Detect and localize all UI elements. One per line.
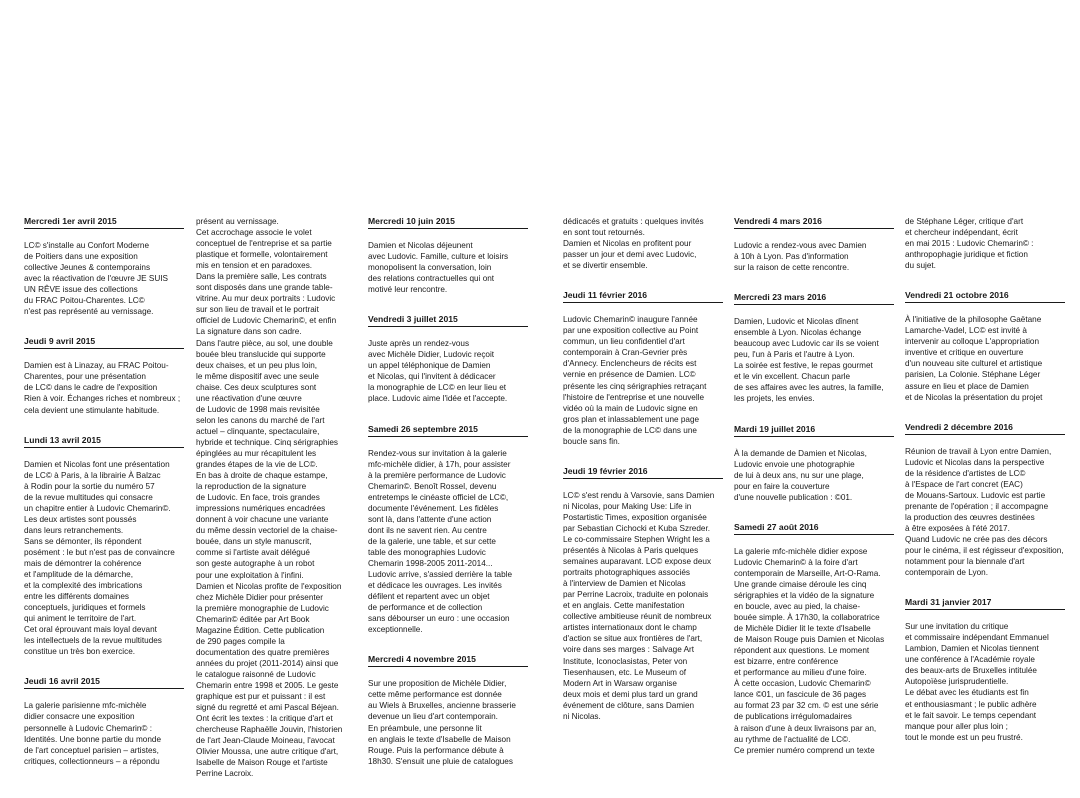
entry-text-line: En bas à droite de chaque estampe, — [196, 471, 328, 481]
entry-text-line: Sur une invitation du critique — [905, 622, 1009, 632]
entry-text-line: Le débat avec les étudiants est fin — [905, 688, 1029, 698]
entry-text-line: actuel – clinquante, spectaculaire, — [196, 426, 320, 436]
entry-text-line: Ludovic a rendez-vous avec Damien — [734, 241, 867, 250]
entry-text-line: de Maison Rouge puis Damien et Nicolas — [734, 635, 885, 645]
entry-text-line: vernie en présence de Damien. LC© — [563, 370, 696, 380]
entry-text-line: à l'Espace de l'art concret (EAC) — [905, 479, 1023, 489]
entry-text-line: à 10h à Lyon. Pas d'information — [734, 252, 849, 262]
entry-date-heading: Mercredi 4 novembre 2015 — [368, 654, 528, 667]
entry-text-line: et Nicolas, qui l'invitent à dédicacer — [368, 372, 496, 382]
entry-text-line: tout le monde est un peu frustré. — [905, 732, 1023, 742]
entry-text-line: sérigraphies et la vidéo de la signature — [734, 590, 875, 600]
entry-text-line: Dans l'autre pièce, au sol, une double — [196, 338, 333, 348]
entry-date-heading: Jeudi 16 avril 2015 — [24, 676, 184, 689]
chronology-entry — [368, 654, 528, 766]
entry-text-line: à la première performance de Ludovic — [368, 470, 506, 480]
entry-text-line: la monographie de LC© en leur lieu et — [368, 383, 507, 393]
entry-text-line: hybride et technique. Cinq sérigraphies — [196, 437, 339, 447]
entry-text-line: avec Michèle Didier, Ludovic reçoit — [368, 350, 495, 360]
entry-text-line: de Mouans-Sartoux. Ludovic est partie — [905, 490, 1046, 500]
entry-text-line: Ludovic Chemarin© inaugure l'année — [563, 315, 698, 325]
entry-text-line: constitue un très bon exercice. — [24, 647, 136, 657]
chronology-entry — [905, 216, 1065, 271]
chronology-entry — [734, 292, 894, 404]
entry-text-line: LC© s'installe au Confort Moderne — [24, 241, 150, 250]
entry-text-line: anthropophagie juridique et fiction — [905, 250, 1028, 260]
entry-text-line: exceptionnelle. — [368, 625, 423, 635]
entry-date-heading: Vendredi 4 mars 2016 — [734, 216, 894, 229]
entry-text-line: Ludovic arrive, s'assied derrière la table — [368, 570, 513, 580]
entry-text-line: grandes étapes de la vie de LC©. — [196, 460, 318, 470]
entry-text-line: Cet accrochage associe le volet — [196, 228, 312, 238]
entry-text-line: contemporain à Cran-Gevrier près — [563, 348, 688, 358]
entry-text-line: bouée, dans un style manuscrit, — [196, 537, 312, 547]
entry-text-line: de LC© à Paris, à la librairie À Balzac — [24, 470, 161, 480]
entry-text-line: le catalogue raisonné de Ludovic — [196, 669, 316, 679]
entry-text-line: documente l'événement. Les fidèles — [368, 503, 499, 513]
entry-text-line: graphique est pur et puissant : il est — [196, 692, 326, 702]
entry-text-line: assure en lieu et place de Damien — [905, 381, 1029, 391]
entry-text-line: et chercheur indépendant, écrit — [905, 228, 1018, 238]
entry-text-line: boucle sans fin. — [563, 436, 620, 446]
entry-date-heading: Mercredi 1er avril 2015 — [24, 216, 184, 229]
chronology-entry — [563, 216, 723, 271]
entry-text-line: est bizarre, entre conférence — [734, 657, 839, 667]
entry-date-heading: Samedi 26 septembre 2015 — [368, 424, 528, 437]
entry-text-line: le même dispositif avec une seule — [196, 371, 319, 381]
entry-text-line: et performance au milieu d'une foire. — [734, 668, 867, 678]
entry-text-line: et de Nicolas la présentation du projet — [905, 392, 1043, 402]
entry-text-line: ensemble à Lyon. Nicolas échange — [734, 328, 862, 338]
entry-text-line: Rendez-vous sur invitation à la galerie — [368, 448, 507, 458]
entry-text-line: Ludovic envoie une photographie — [734, 459, 855, 469]
entry-text-line: les projets, les envies. — [734, 394, 815, 404]
entry-text-line: par une exposition collective au Point — [563, 326, 699, 336]
entry-text-line: collective Jeunes & contemporains — [24, 263, 151, 273]
entry-text-line: Quand Ludovic ne crée pas des décors — [905, 534, 1048, 544]
entry-text-line: personnelle à Ludovic Chemarin© : — [24, 723, 153, 733]
entry-text-line: et se divertir ensemble. — [563, 261, 648, 271]
entry-text-line: La signature dans son cadre. — [196, 327, 302, 337]
entry-text-line: sans débourser un euro : une occasion — [368, 614, 510, 624]
entry-date-heading: Mardi 19 juillet 2016 — [734, 424, 894, 437]
entry-text-line: Magazine Édition. Cette publication — [196, 625, 325, 635]
entry-date-heading: Mercredi 10 juin 2015 — [368, 216, 528, 229]
entry-text-line: intervenir au colloque L'appropriation — [905, 337, 1040, 347]
entry-text-line: sont disposés dans une grande table- — [196, 283, 333, 293]
entry-text-line: prenante de l'opération ; il accompagne — [905, 501, 1049, 511]
entry-text-line: Lamarche-Vadel, LC© est invité à — [905, 326, 1027, 336]
entry-text-line: La soirée est festive, le repas gourmet — [734, 361, 873, 371]
entry-text-line: Lambion, Damien et Nicolas tiennent — [905, 644, 1039, 654]
entry-text-line: en mai 2015 : Ludovic Chemarin© : — [905, 239, 1034, 249]
entry-text-line: cela devient une stimulante habitude. — [24, 405, 160, 415]
entry-text-line: Charentes, pour une présentation — [24, 372, 146, 382]
entry-text-line: et l'amplitude de la démarche, — [24, 570, 133, 580]
entry-text-line: À l'initiative de la philosophe Gaëtane — [905, 315, 1042, 325]
entry-text-line: mis en tension et en paradoxes. — [196, 261, 313, 271]
chronology-entry — [368, 216, 528, 295]
entry-text-line: répondent aux questions. Le moment — [734, 646, 870, 656]
entry-text-line: Autopoïèse jurisprudentielle. — [905, 677, 1009, 687]
entry-text-line: d'action se situe aux frontières de l'art, — [563, 634, 703, 644]
entry-text-line: Modern Art in Warsaw organise — [563, 678, 677, 688]
entry-text-line: de Michèle Didier lit le texte d'Isabelle — [734, 624, 871, 634]
entry-text-line: Damien est à Linazay, au FRAC Poitou- — [24, 361, 169, 371]
entry-text-line: bouée simple. À 17h30, la collaboratrice — [734, 613, 880, 623]
entry-text-line: dédicacés et gratuits : quelques invités — [563, 217, 704, 226]
entry-text-line: et enthousiasmant ; le public adhère — [905, 699, 1037, 709]
entry-text-line: artistes internationaux dont le champ — [563, 623, 697, 633]
entry-text-line: et dédicace les ouvrages. Les invités — [368, 581, 502, 591]
chronology-entry — [24, 676, 184, 766]
entry-date-heading: Lundi 13 avril 2015 — [24, 435, 184, 448]
entry-text-line: Dans la première salle, Les contrats — [196, 272, 327, 282]
entry-text-line: avec Ludovic. Famille, culture et loisirs — [368, 252, 509, 262]
entry-date-heading: Vendredi 3 juillet 2015 — [368, 314, 528, 327]
column-6 — [905, 216, 1065, 762]
entry-text-line: de lui à deux ans, nu sur une plage, — [734, 470, 864, 480]
entry-text-line: officiel de Ludovic Chemarin©, et enfin — [196, 316, 337, 326]
entry-text-line: un appel téléphonique de Damien — [368, 361, 491, 371]
entry-text-line: de Stéphane Léger, critique d'art — [905, 217, 1024, 226]
entry-text-line: didier consacre une exposition — [24, 712, 135, 722]
entry-text-line: conceptuels, juridiques et formels — [24, 603, 146, 613]
entry-text-line: n'est pas représenté au vernissage. — [24, 307, 154, 317]
entry-text-line: et le vin excellent. Chacun parle — [734, 372, 851, 382]
entry-text-line: gros plan et inlassablement une page — [563, 414, 700, 424]
entry-text-line: d'un nouveau site culturel et artistique — [905, 359, 1043, 369]
entry-text-line: de LC© dans le cadre de l'exposition — [24, 383, 158, 393]
entry-text-line: En préambule, une personne lit — [368, 723, 482, 733]
column-4 — [563, 216, 723, 741]
entry-text-line: Tiesenhausen, etc. Le Museum of — [563, 667, 687, 677]
entry-text-line: années du projet (2011-2014) ainsi que — [196, 658, 339, 668]
entry-date-heading: Vendredi 21 octobre 2016 — [905, 290, 1065, 303]
entry-text-line: au format 23 par 32 cm. © est une série — [734, 701, 879, 711]
entry-text-line: ni Nicolas, pour Making Use: Life in — [563, 501, 692, 511]
entry-text-line: à l'interview de Damien et Nicolas — [563, 579, 686, 589]
entry-text-line: Postartistic Times, exposition organisée — [563, 512, 707, 522]
entry-text-line: selon les canons du marché de l'art — [196, 415, 325, 425]
entry-text-line: à Rodin pour la sortie du numéro 57 — [24, 481, 155, 491]
entry-text-line: épinglées au mur récapitulent les — [196, 448, 317, 458]
entry-text-line: Chemarin entre 1998 et 2005. Le geste — [196, 680, 339, 690]
entry-text-line: voire dans ses marges : Salvage Art — [563, 645, 695, 655]
entry-text-line: sur son lieu de travail et le portrait — [196, 305, 319, 315]
entry-text-line: Ludovic Chemarin© à la foire d'art — [734, 557, 858, 567]
entry-date-heading: Jeudi 9 avril 2015 — [24, 336, 184, 349]
entry-text-line: chez Michèle Didier pour présenter — [196, 592, 323, 602]
entry-text-line: les intellectuels de la revue multitudes — [24, 636, 162, 646]
entry-text-line: du sujet. — [905, 261, 936, 271]
chronology-entry — [563, 466, 723, 722]
entry-date-heading: Vendredi 2 décembre 2016 — [905, 422, 1065, 435]
entry-text-line: À la demande de Damien et Nicolas, — [734, 448, 867, 458]
entry-text-line: semaines auparavant. LC© expose deux — [563, 557, 712, 567]
entry-text-line: Chemarin©. Benoît Rossel, devenu — [368, 481, 497, 491]
entry-text-line: posément : le but n'est pas de convaincre — [24, 547, 175, 557]
entry-text-line: vitrine. Au mur deux portraits : Ludovic — [196, 294, 336, 304]
entry-text-line: un chapitre entier à Ludovic Chemarin©. — [24, 503, 171, 513]
entry-text-line: de l'art conceptuel parisien – artistes, — [24, 745, 159, 755]
entry-date-heading: Samedi 27 août 2016 — [734, 522, 894, 535]
entry-text-line: à raison d'une à deux livraisons par an, — [734, 723, 877, 733]
entry-text-line: Institute, Iconoclasistas, Peter von — [563, 656, 688, 666]
entry-text-line: des relations contractuelles qui ont — [368, 274, 495, 284]
chronology-entry — [24, 336, 184, 415]
entry-text-line: de ses affaires avec les autres, la famille, — [734, 383, 884, 393]
entry-text-line: en anglais le texte d'Isabelle de Maison — [368, 734, 511, 744]
entry-text-line: de la résidence d'artistes de LC© — [905, 468, 1026, 478]
entry-text-line: mfc-michèle didier, à 17h, pour assister — [368, 459, 511, 469]
entry-text-line: la première monographie de Ludovic — [196, 603, 329, 613]
entry-text-line: de la revue multitudes qui consacre — [24, 492, 153, 502]
entry-text-line: conceptuel de l'entreprise et sa partie — [196, 239, 332, 249]
entry-text-line: pour une exploitation à l'infini. — [196, 570, 304, 580]
entry-text-line: du FRAC Poitou-Charentes. LC© — [24, 296, 145, 306]
entry-date-heading: Mardi 31 janvier 2017 — [905, 597, 1065, 610]
entry-text-line: défilent et repartent avec un objet — [368, 592, 490, 602]
entry-text-line: présentés à Nicolas à Paris quelques — [563, 546, 699, 556]
entry-text-line: Sans se démonter, ils répondent — [24, 536, 142, 546]
entry-text-line: la reproduction de la signature — [196, 482, 307, 492]
entry-text-line: en boucle, avec au pied, la chaise- — [734, 601, 861, 611]
entry-text-line: mais de démontrer la cohérence — [24, 558, 142, 568]
entry-text-line: Juste après un rendez-vous — [368, 339, 470, 349]
entry-text-line: À cette occasion, Ludovic Chemarin© — [734, 679, 871, 689]
chronology-entry — [24, 216, 184, 317]
entry-text-line: de la monographie de LC© dans une — [563, 425, 697, 435]
entry-text-line: Chemarin© éditée par Art Book — [196, 614, 310, 624]
entry-text-line: qui animent le territoire de l'art. — [24, 614, 137, 624]
entry-text-line: dans leurs retranchements. — [24, 525, 124, 535]
entry-text-line: lance ©01, un fascicule de 36 pages — [734, 690, 867, 700]
entry-text-line: de Poitiers dans une exposition — [24, 252, 138, 262]
entry-text-line: à être exposées à l'été 2017. — [905, 523, 1010, 533]
entry-text-line: en sont tout retournés. — [563, 228, 645, 238]
entry-text-line: parisien, La Colonie. Stéphane Léger — [905, 370, 1041, 380]
entry-text-line: entre les différents domaines — [24, 592, 129, 602]
entry-text-line: plastique et formelle, volontairement — [196, 250, 328, 260]
entry-text-line: Perrine Lacroix. — [196, 769, 254, 779]
entry-text-line: Rouge. Puis la performance débute à — [368, 745, 504, 755]
chronology-entry — [905, 422, 1065, 579]
entry-text-line: portraits photographiques associés — [563, 568, 690, 578]
entry-date-heading: Mercredi 23 mars 2016 — [734, 292, 894, 305]
entry-text-line: Isabelle de Maison Rouge et l'artiste — [196, 758, 328, 768]
entry-text-line: Le co-commissaire Stephen Wright les a — [563, 534, 710, 544]
entry-text-line: de Ludovic. En face, trois grandes — [196, 493, 320, 503]
entry-text-line: sur la raison de cette rencontre. — [734, 263, 850, 273]
entry-text-line: et en anglais. Cette manifestation — [563, 601, 685, 611]
entry-text-line: de performance et de collection — [368, 603, 483, 613]
entry-text-line: des beaux-arts de Bruxelles intitulée — [905, 666, 1037, 676]
entry-text-line: la production des œuvres destinées — [905, 512, 1035, 522]
entry-text-line: Damien et Nicolas en profitent pour — [563, 239, 692, 249]
entry-text-line: de 290 pages compile la — [196, 636, 285, 646]
entry-text-line: Une grande cimaise déroule les cinq — [734, 579, 867, 589]
entry-text-line: passer un jour et demi avec Ludovic, — [563, 250, 697, 260]
entry-text-line: par Perrine Lacroix, traduite en polonais — [563, 590, 709, 600]
chronology-entry — [905, 290, 1065, 402]
entry-text-line: inventive et critique en ouverture — [905, 348, 1024, 358]
entry-text-line: Damien et Nicolas profite de l'exposition — [196, 581, 342, 591]
entry-text-line: Ont écrit les textes : la critique d'art et — [196, 714, 333, 724]
entry-text-line: bouée bleu translucide qui supporte — [196, 349, 326, 359]
entry-text-line: dont ils ne savent rien. Au centre — [368, 525, 487, 535]
entry-text-line: signé du regretté et ami Pascal Béjean. — [196, 703, 339, 713]
column-3 — [368, 216, 528, 786]
entry-text-line: pour en faire la couverture — [734, 481, 830, 491]
entry-text-line: Damien et Nicolas déjeunent — [368, 241, 473, 250]
entry-text-line: d'Annecy. Enclencheurs de récits est — [563, 359, 697, 369]
chronology-entry — [905, 597, 1065, 743]
entry-text-line: documentation des quatre premières — [196, 647, 330, 657]
entry-text-line: 18h30. S'ensuit une pluie de catalogues — [368, 756, 513, 766]
entry-text-line: Damien, Ludovic et Nicolas dînent — [734, 317, 859, 327]
entry-text-line: au Wiels à Bruxelles, ancienne brasserie — [368, 701, 516, 711]
entry-text-line: Identités. Une bonne partie du monde — [24, 734, 162, 744]
chronology-entry — [368, 314, 528, 404]
entry-text-line: collective ambitieuse réunit de nombreux — [563, 612, 712, 622]
entry-text-line: impressions numériques encadrées — [196, 504, 326, 514]
entry-text-line: La galerie parisienne mfc-michèle — [24, 701, 147, 711]
entry-text-line: Damien et Nicolas font une présentation — [24, 459, 170, 469]
entry-text-line: deux chaises, et un peu plus loin, — [196, 360, 318, 370]
entry-text-line: de la galerie, une table, et sur cette — [368, 536, 496, 546]
entry-text-line: contemporain de Lyon. — [905, 568, 988, 578]
entry-text-line: Sur une proposition de Michèle Didier, — [368, 679, 507, 689]
entry-text-line: contemporain de Marseille, Art-O-Rama. — [734, 568, 881, 578]
chronology-entry — [368, 424, 528, 636]
entry-text-line: manque pour aller plus loin ; — [905, 721, 1008, 731]
entry-text-line: motivé leur rencontre. — [368, 285, 448, 295]
entry-text-line: par Sebastian Cichocki et Kuba Szreder. — [563, 523, 711, 533]
entry-text-line: de l'art Jean-Claude Moineau, l'avocat — [196, 736, 335, 746]
entry-text-line: vidéo où la main de Ludovic signe en — [563, 403, 698, 413]
column-1 — [24, 216, 184, 786]
entry-text-line: comme si l'artiste avait délégué — [196, 548, 310, 558]
chronology-entry — [563, 290, 723, 447]
entry-text-line: au rythme de l'actualité de LC©. — [734, 734, 851, 744]
entry-text-line: UN RÊVE issue des collections — [24, 285, 138, 295]
entry-text-line: et commissaire indépendant Emmanuel — [905, 633, 1049, 643]
entry-text-line: l'histoire de l'entreprise et une nouvelle — [563, 392, 705, 402]
entry-date-heading: Jeudi 19 février 2016 — [563, 466, 723, 479]
entry-text-line: Olivier Moussa, une autre critique d'art, — [196, 747, 339, 757]
entry-text-line: son geste autographe à un robot — [196, 559, 315, 569]
entry-text-line: chaise. Ces deux sculptures sont — [196, 382, 317, 392]
entry-text-line: chercheuse Raphaëlle Jouvin, l'historien — [196, 725, 343, 735]
entry-text-line: notamment pour la biennale d'art — [905, 557, 1025, 567]
entry-text-line: du même dessin vectoriel de la chaise- — [196, 526, 338, 536]
column-5 — [734, 216, 894, 775]
entry-text-line: Ludovic et Nicolas dans la perspective — [905, 457, 1045, 467]
entry-text-line: présente les cinq sérigraphies retraçant — [563, 381, 707, 391]
entry-text-line: Chemarin 1998-2005 2011-2014... — [368, 558, 493, 568]
entry-text-line: entretemps le cinéaste officiel de LC©, — [368, 492, 509, 502]
entry-text-line: LC© s'est rendu à Varsovie, sans Damien — [563, 490, 715, 500]
entry-text-line: Ce premier numéro comprend un texte — [734, 745, 875, 755]
entry-text-line: table des monographies Ludovic — [368, 547, 486, 557]
chronology-entry — [734, 424, 894, 503]
entry-text-line: et le fait savoir. Le temps cependant — [905, 710, 1037, 720]
entry-text-line: cette même performance est donnée — [368, 690, 502, 700]
entry-text-line: donnent à voir chacune une variante — [196, 515, 329, 525]
entry-text-line: La galerie mfc-michèle didier expose — [734, 546, 868, 556]
entry-text-line: Rien à voir. Échanges riches et nombreux ; — [24, 394, 181, 404]
column-2 — [196, 216, 356, 798]
entry-text-line: de publications irrégulomadaires — [734, 712, 852, 722]
entry-text-line: deux mois et demi plus tard un grand — [563, 689, 698, 699]
entry-text-line: Les deux artistes sont poussés — [24, 514, 137, 524]
entry-text-line: d'une nouvelle publication : ©01. — [734, 492, 853, 502]
entry-date-heading: Jeudi 11 février 2016 — [563, 290, 723, 303]
entry-text-line: Réunion de travail à Lyon entre Damien, — [905, 446, 1052, 456]
chronology-entry — [24, 435, 184, 658]
entry-text-line: sont là, dans l'attente d'une action — [368, 514, 492, 524]
entry-text-line: événement de clôture, sans Damien — [563, 700, 695, 710]
entry-text-line: une conférence à l'Académie royale — [905, 655, 1035, 665]
entry-text-line: et la complexité des imbrications — [24, 581, 143, 591]
entry-text-line: de Ludovic de 1998 mais revisitée — [196, 404, 320, 414]
entry-text-line: critiques, collectionneurs – a répondu — [24, 756, 160, 766]
chronology-entry — [734, 216, 894, 273]
entry-text-line: monopolisent la conversation, loin — [368, 263, 492, 273]
entry-text-line: commun, un lieu confidentiel d'art — [563, 337, 685, 347]
entry-text-line: beaucoup avec Ludovic car ils se voient — [734, 339, 879, 349]
entry-text-line: Cet oral éprouvant mais loyal devant — [24, 625, 157, 635]
entry-text-line: présent au vernissage. — [196, 217, 279, 226]
entry-text-line: peu, l'un à Paris et l'autre à Lyon. — [734, 350, 855, 360]
entry-text-line: avec la réactivation de l'œuvre JE SUIS — [24, 274, 168, 284]
chronology-entry — [196, 216, 356, 779]
chronology-entry — [734, 522, 894, 756]
entry-text-line: place. Ludovic aime l'idée et l'accepte. — [368, 394, 508, 404]
entry-text-line: devenue un lieu d'art contemporain. — [368, 712, 498, 722]
entry-text-line: pour le cinéma, il est régisseur d'exposition, — [905, 546, 1064, 556]
entry-text-line: une réactivation d'une œuvre — [196, 393, 302, 403]
entry-text-line: ni Nicolas. — [563, 711, 601, 721]
